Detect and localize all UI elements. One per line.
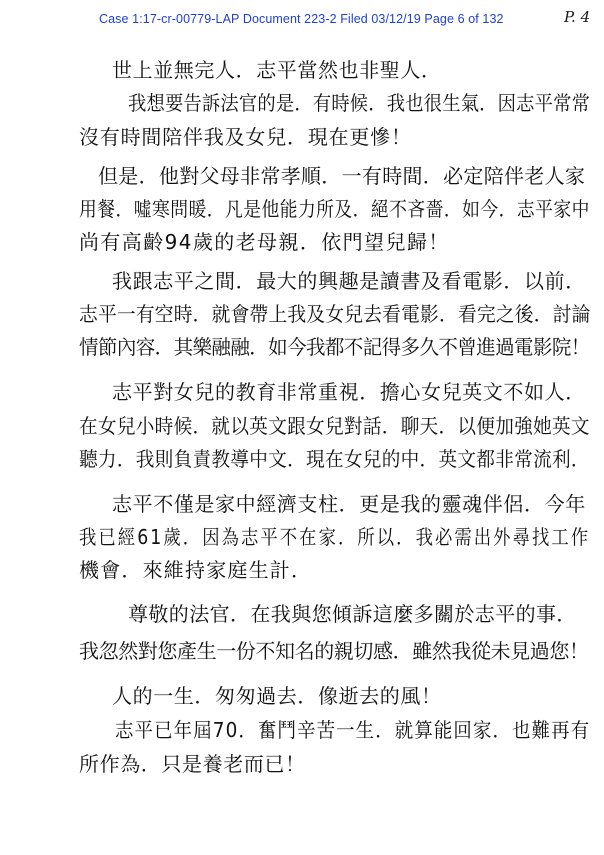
letter-line: 我已經61歲．因為志平不在家．所以．我必需出外尋找工作 [79,525,591,549]
letter-line: 尚有高齡94歲的老母親．依門望兒歸！ [79,230,450,254]
letter-line: 世上並無完人．志平當然也非聖人． [112,58,442,82]
letter-line: 志平已年屆70．奮鬥辛苦一生．就算能回家．也難再有 [115,718,591,742]
letter-line: 尊敬的法官．在我與您傾訴這麼多關於志平的事． [128,602,577,626]
letter-line: 但是．他對父母非常孝順．一有時間．必定陪伴老人家 [98,164,586,188]
letter-line: 我忽然對您產生一份不知名的親切感．雖然我從未見過您！ [79,639,589,663]
letter-line: 志平對女兒的教育非常重視．擔心女兒英文不如人． [112,380,586,404]
letter-line: 在女兒小時候．就以英文跟女兒對話．聊天．以便加強她英文 [79,414,590,438]
letter-line: 聽力．我則負責教導中文．現在女兒的中．英文都非常流利． [79,447,590,471]
letter-line: 人的一生．匆匆過去．像逝去的風！ [112,684,442,708]
letter-line: 志平不僅是家中經濟支柱．更是我的靈魂伴侶．今年 [112,492,586,516]
letter-line: 我跟志平之間．最大的興趣是讀書及看電影．以前． [112,269,586,293]
letter-line: 機會．來維持家庭生計． [79,558,313,582]
letter-line: 情節內容．其樂融融．如今我都不記得多久不曾進過電影院！ [79,335,590,359]
court-filing-header [0,10,604,30]
letter-line: 所作為．只是養老而已！ [79,752,306,776]
letter-line: 用餐．噓寒問暖．凡是他能力所及．絕不吝嗇．如今．志平家中 [79,197,590,221]
letter-line: 我想要告訴法官的是．有時候．我也很生氣．因志平常常 [128,91,591,115]
case-stamp: Case 1:17-cr-00779-LAP Document 223-2 Filed 03/12/19 Page 6 of 132 [99,12,504,26]
letter-line: 沒有時間陪伴我及女兒．現在更慘！ [79,125,412,149]
letter-line: 志平一有空時．就會帶上我及女兒去看電影．看完之後．討論 [79,302,591,326]
handwritten-page-number: P. 4 [564,8,591,26]
